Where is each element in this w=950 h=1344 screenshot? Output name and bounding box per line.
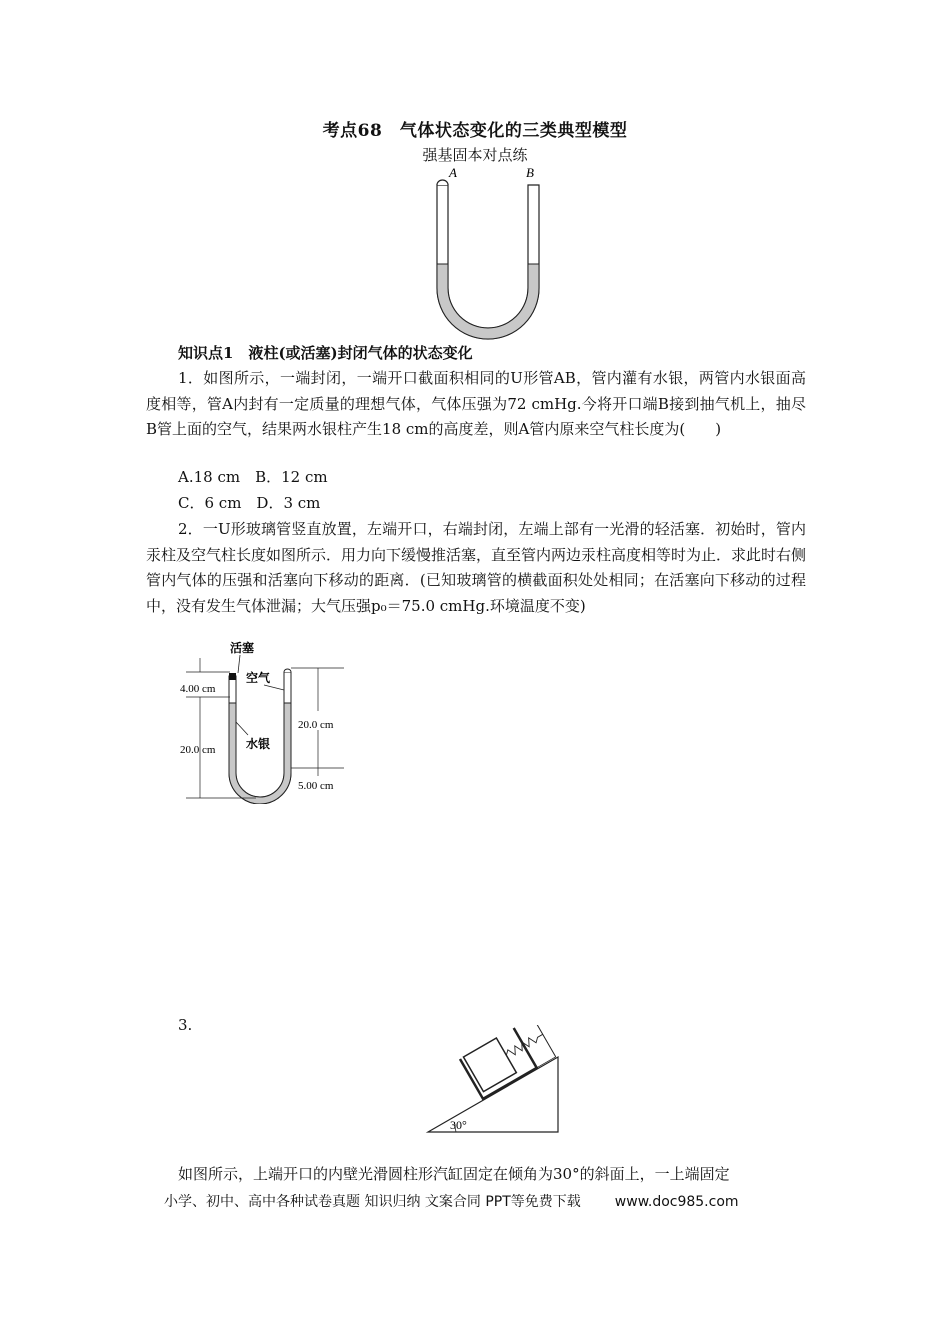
page-subtitle: 强基固本对点练 [422, 146, 528, 164]
question-1-options-cd: C．6 cm D．3 cm [178, 494, 321, 512]
question-1-text: 1．如图所示，一端封闭，一端开口截面积相同的U形管AB，管内灌有水银，两管内水银面高度相等，管A内封有一定质量的理想气体，气体压强为72 cmHg.今将开口端B接到抽气机上，抽尽B管上面的空气，结果两水银柱产生18 cm的高度差，则A管内原来空气柱长度为( ) [146, 369, 806, 438]
dim-right-bottom: 5.00 cm [298, 780, 334, 792]
label-a: A [449, 165, 457, 180]
piston-u-tube-figure [176, 636, 356, 804]
mercury-column [437, 264, 539, 339]
incline-cylinder-figure [420, 1025, 570, 1137]
section-heading: 知识点1 液柱(或活塞)封闭气体的状态变化 [178, 344, 473, 362]
air-label: 空气 [246, 671, 271, 685]
question-3-number: 3. [178, 1016, 193, 1034]
footer-link[interactable]: www.doc985.com [614, 1194, 739, 1210]
page-title: 考点68 气体状态变化的三类典型模型 [322, 121, 628, 141]
question-3-text: 如图所示，上端开口的内壁光滑圆柱形汽缸固定在倾角为30°的斜面上，一上端固定 [178, 1165, 730, 1183]
tube-a-closed-end [437, 180, 448, 185]
label-b: B [526, 165, 534, 180]
dim-right-top: 20.0 cm [298, 719, 334, 731]
dim-left-top: 4.00 cm [180, 683, 216, 695]
question-1-options-ab: A.18 cm B．12 cm [178, 468, 328, 486]
angle-label: 30° [450, 1118, 467, 1132]
dim-left-bottom: 20.0 cm [180, 744, 216, 756]
footer [164, 1191, 739, 1211]
footer-text: 小学、初中、高中各种试卷真题 知识归纳 文案合同 PPT等免费下载 [164, 1194, 581, 1210]
mercury-label: 水银 [246, 737, 271, 751]
piston [229, 673, 236, 680]
mercury-fill [229, 703, 291, 804]
u-tube-figure [430, 160, 560, 345]
question-2-text: 2．一U形玻璃管竖直放置，左端开口，右端封闭，左端上部有一光滑的轻活塞．初始时，管内汞柱及空气柱长度如图所示．用力向下缓慢推活塞，直至管内两边汞柱高度相等时为止．求此时右侧管内气体的压强和活塞向下移动的距离．(已知玻璃管的横截面积处处相同；在活塞向下移动的过程中，没有发生气体泄漏；大气压强p₀＝75.0 cmHg.环境温度不变) [146, 520, 807, 615]
piston-label: 活塞 [230, 641, 255, 655]
